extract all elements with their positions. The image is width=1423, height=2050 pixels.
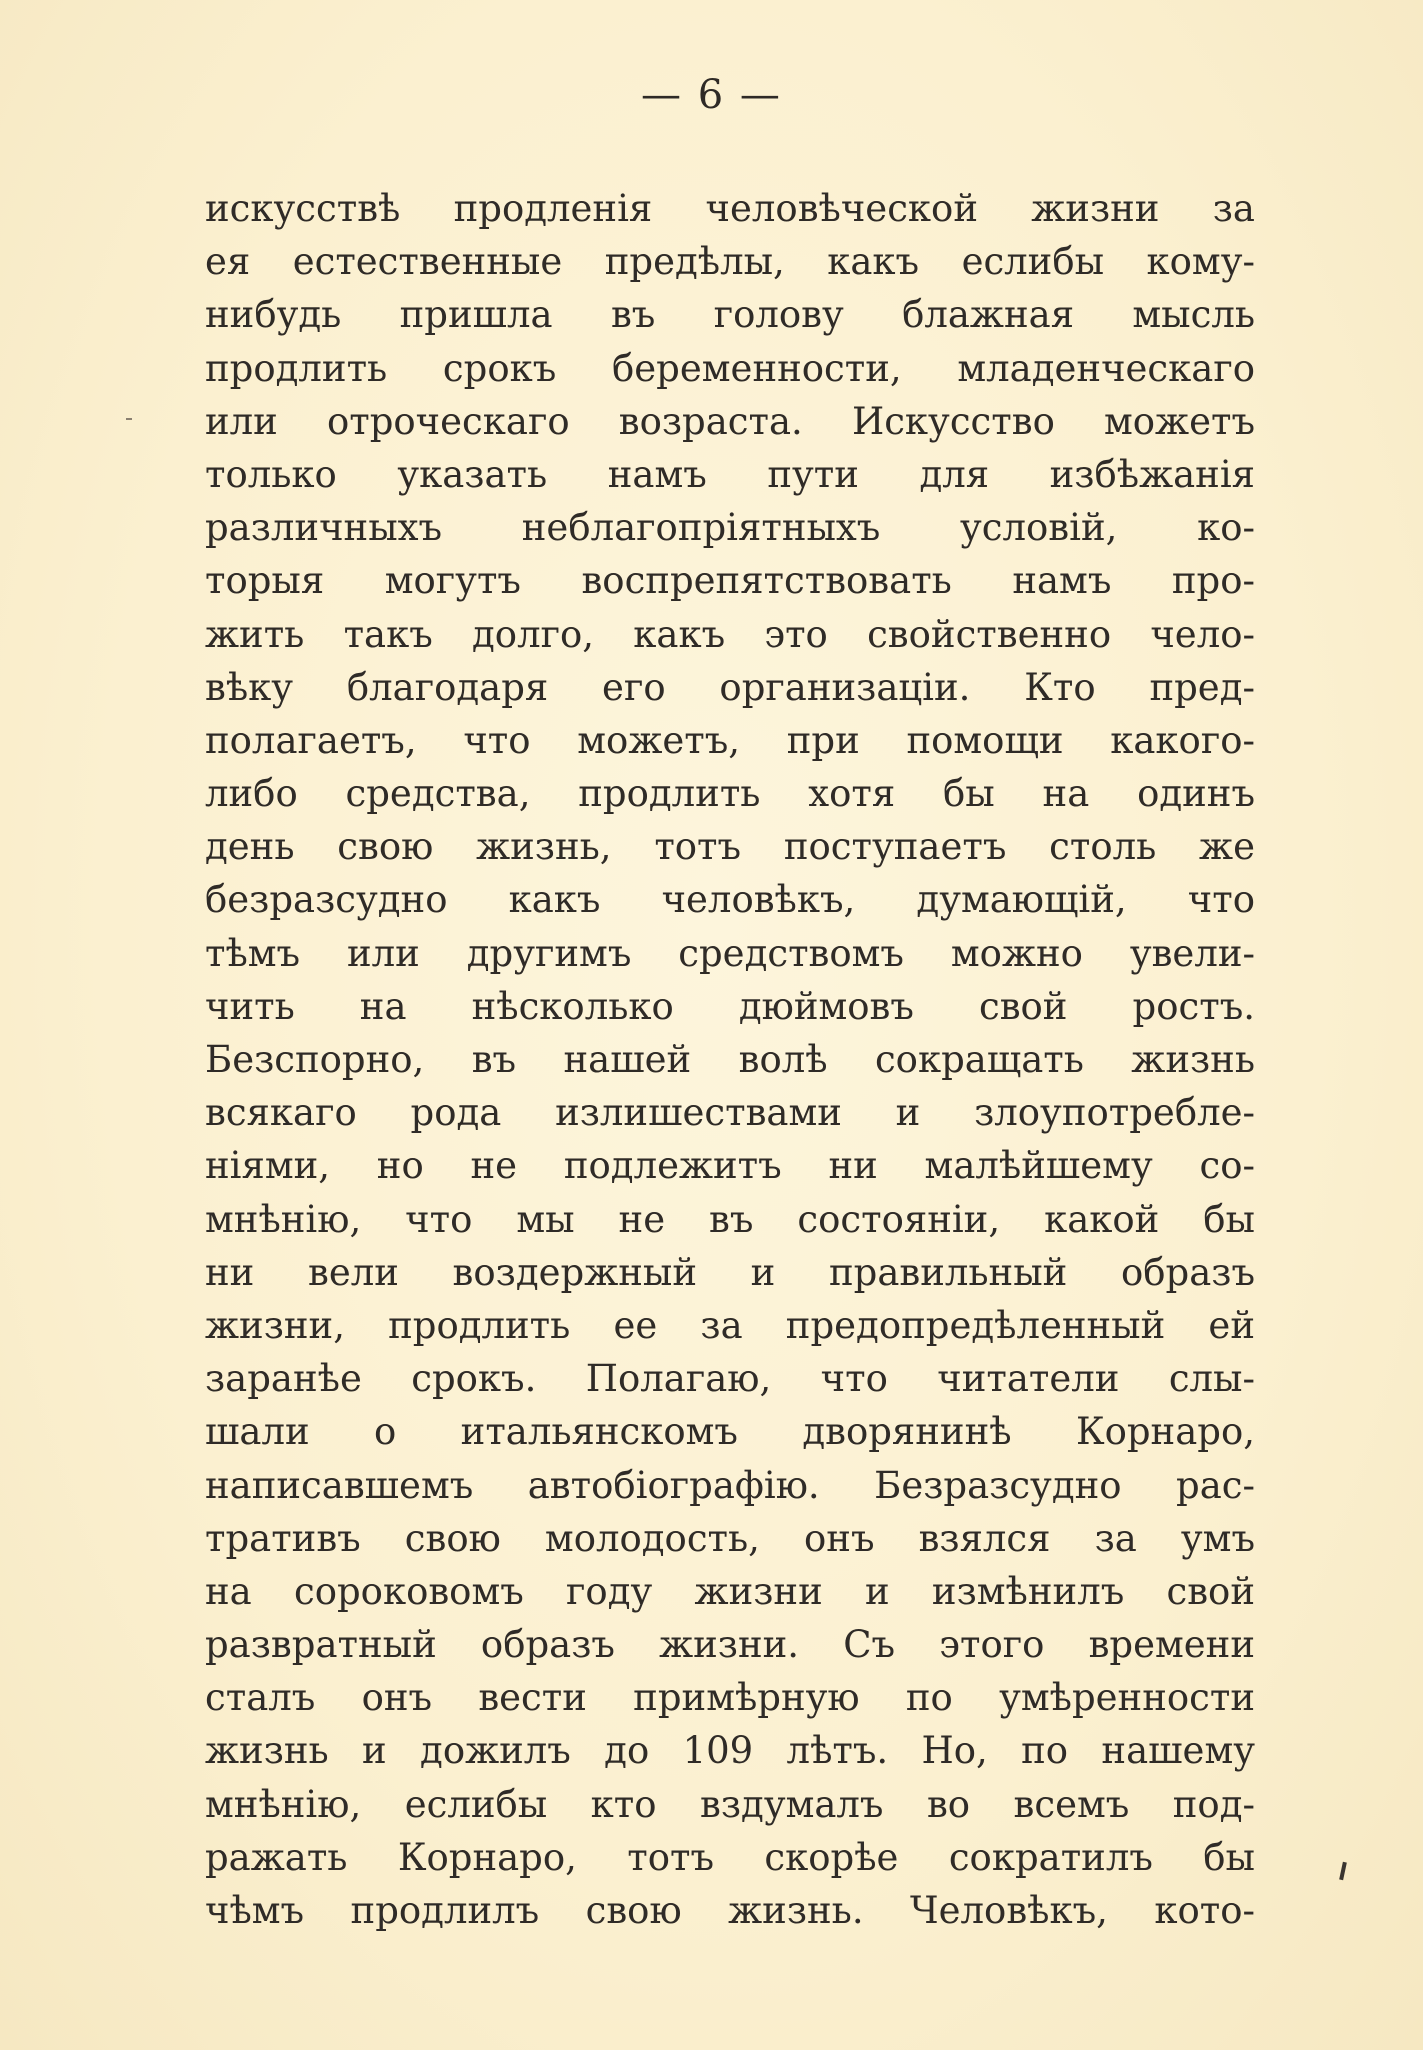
text-line: на сороковомъ году жизни и измѣнилъ свой bbox=[205, 1569, 1255, 1613]
text-line: жизнь и дожилъ до 109 лѣтъ. Но, по нашему bbox=[205, 1729, 1255, 1773]
text-line: безразсудно какъ человѣкъ, думающій, что bbox=[205, 878, 1255, 922]
text-line: ни вели воздержный и правильный образъ bbox=[205, 1250, 1255, 1294]
text-line: шали о итальянскомъ дворянинѣ Корнаро, bbox=[205, 1410, 1255, 1454]
text-line: чѣмъ продлилъ свою жизнь. Человѣкъ, кото- bbox=[205, 1889, 1255, 1932]
text-line: развратный образъ жизни. Съ этого времени bbox=[205, 1623, 1255, 1667]
ink-mark bbox=[1339, 1862, 1347, 1880]
text-line: жить такъ долго, какъ это свойственно чело- bbox=[205, 612, 1255, 656]
text-line: Безспорно, въ нашей волѣ сокращать жизнь bbox=[205, 1038, 1255, 1081]
text-line: ражать Корнаро, тотъ скорѣе сократилъ бы bbox=[205, 1835, 1255, 1879]
text-line: тѣмъ или другимъ средствомъ можно увели- bbox=[205, 931, 1255, 975]
text-line: различныхъ неблагопріятныхъ условій, ко- bbox=[205, 506, 1255, 550]
margin-speck bbox=[126, 418, 132, 420]
text-line: ея естественные предѣлы, какъ еслибы кому- bbox=[205, 240, 1255, 284]
text-line: либо средства, продлить хотя бы на одинъ bbox=[205, 772, 1255, 816]
text-line: написавшемъ автобіографію. Безразсудно рас- bbox=[205, 1463, 1255, 1507]
text-line: полагаетъ, что можетъ, при помощи какого- bbox=[205, 718, 1255, 762]
text-line: сталъ онъ вести примѣрную по умѣренности bbox=[205, 1676, 1255, 1720]
text-line: жизни, продлить ее за предопредѣленный ей bbox=[205, 1303, 1255, 1347]
text-line: всякаго рода излишествами и злоупотребле- bbox=[205, 1091, 1255, 1135]
text-line: вѣку благодаря его организаціи. Кто пред- bbox=[205, 665, 1255, 709]
text-line: искусствѣ продленія человѣческой жизни за bbox=[205, 187, 1255, 230]
page-number: — 6 — bbox=[641, 72, 782, 118]
text-line: ніями, но не подлежитъ ни малѣйшему со- bbox=[205, 1144, 1255, 1188]
text-line: нибудь пришла въ голову блажная мысль bbox=[205, 293, 1255, 337]
text-line: день свою жизнь, тотъ поступаетъ столь же bbox=[205, 825, 1255, 869]
text-line: продлить срокъ беременности, младенческаго bbox=[205, 346, 1255, 390]
text-line: тративъ свою молодость, онъ взялся за умъ bbox=[205, 1516, 1255, 1560]
text-line: торыя могутъ воспрепятствовать намъ про- bbox=[205, 559, 1255, 603]
text-line: заранѣе срокъ. Полагаю, что читатели слы- bbox=[205, 1357, 1255, 1401]
text-line: чить на нѣсколько дюймовъ свой ростъ. bbox=[205, 984, 1255, 1028]
text-line: мнѣнію, что мы не въ состояніи, какой бы bbox=[205, 1197, 1255, 1241]
text-line: только указать намъ пути для избѣжанія bbox=[205, 452, 1255, 496]
text-line: или отроческаго возраста. Искусство можетъ bbox=[205, 399, 1255, 443]
text-line: мнѣнію, еслибы кто вздумалъ во всемъ под- bbox=[205, 1782, 1255, 1826]
body-text bbox=[205, 182, 1255, 1937]
